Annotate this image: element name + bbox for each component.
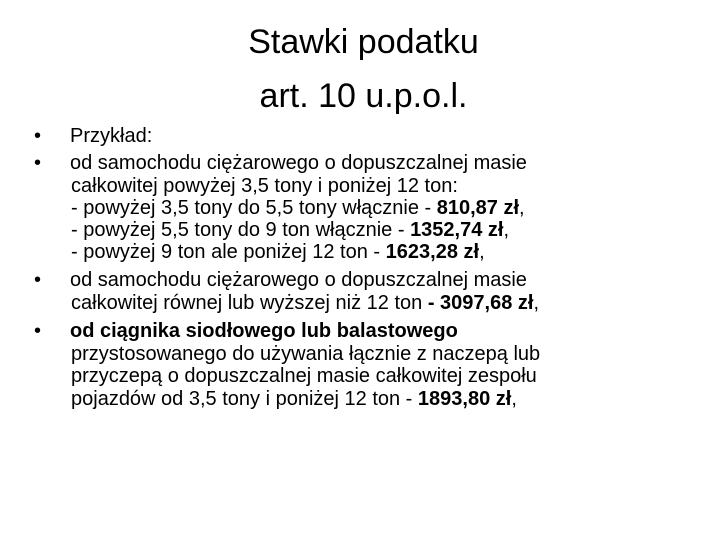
heavy-truck-text: całkowitej równej lub wyższej niż 12 ton — [71, 292, 428, 314]
truck-rate-tier-2 — [71, 219, 509, 241]
heavy-truck-tail: , — [533, 292, 540, 314]
tractor-text: pojazdów od 3,5 tony i poniżej 12 ton - — [71, 388, 418, 410]
bullet-example-label: Przykład: — [70, 125, 153, 147]
truck-rate-line-1: od samochodu ciężarowego o dopuszczalnej masie — [70, 152, 527, 174]
tier-1-tail: , — [519, 197, 525, 219]
tier-3-amount: 1623,28 zł — [385, 241, 480, 263]
tractor-tail: , — [511, 388, 517, 410]
slide-title-line-2: art. 10 u.p.o.l. — [259, 77, 468, 115]
slide-title-line-1: Stawki podatku — [248, 23, 479, 61]
tier-2-amount: 1352,74 zł — [410, 219, 504, 241]
tractor-amount: 1893,80 zł — [417, 388, 512, 410]
bullet-marker: • — [34, 152, 42, 174]
bullet-marker: • — [34, 269, 42, 291]
tier-3-text: - powyżej 9 ton ale poniżej 12 ton - — [71, 241, 386, 263]
tractor-heading-text: od ciągnika siodłowego lub balastowego — [70, 320, 458, 342]
tier-1-text: - powyżej 3,5 tony do 5,5 tony włącznie - — [71, 197, 437, 219]
truck-rate-tier-3 — [71, 241, 485, 263]
tractor-heading — [70, 320, 458, 342]
tier-1-amount: 810,87 zł — [436, 197, 520, 219]
tractor-line-4 — [71, 388, 517, 410]
truck-rate-line-2: całkowitej powyżej 3,5 tony i poniżej 12 ton: — [71, 175, 458, 197]
bullet-marker: • — [34, 320, 42, 342]
tier-3-tail: , — [479, 241, 485, 263]
bullet-marker: • — [34, 125, 42, 147]
tier-2-text: - powyżej 5,5 tony do 9 ton włącznie - — [71, 219, 411, 241]
heavy-truck-line-2 — [71, 292, 539, 314]
tier-2-tail: , — [503, 219, 510, 241]
truck-rate-tier-1 — [71, 197, 525, 219]
tractor-line-3: przyczepą o dopuszczalnej masie całkowitej zespołu — [71, 365, 537, 387]
tractor-line-2: przystosowanego do używania łącznie z naczepą lub — [71, 343, 541, 365]
heavy-truck-amount: - 3097,68 zł — [427, 292, 534, 314]
heavy-truck-line-1: od samochodu ciężarowego o dopuszczalnej masie — [70, 269, 527, 291]
